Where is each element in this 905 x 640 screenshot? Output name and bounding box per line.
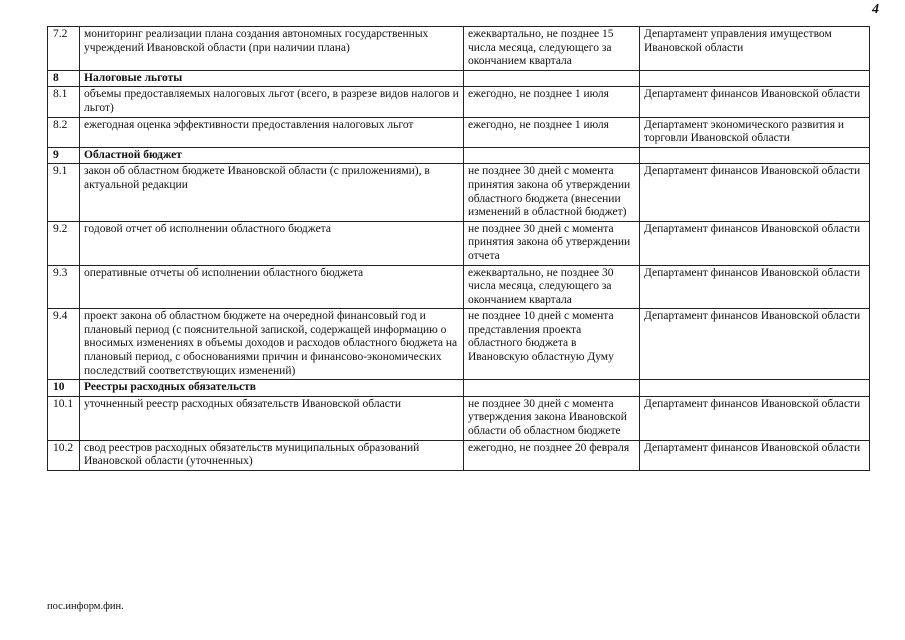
item-number: 9.1	[48, 164, 80, 221]
section-row	[48, 70, 870, 87]
table-row	[48, 87, 870, 117]
section-number: 9	[48, 147, 80, 164]
table-row	[48, 396, 870, 440]
item-responsible: Департамент финансов Ивановской области	[640, 221, 870, 265]
item-term: не позднее 30 дней с момента принятия закона об утверждении областного бюджета (внесении изменений в областной бюджет)	[464, 164, 640, 221]
item-term: не позднее 30 дней с момента утверждения закона Ивановской области об областном бюджете	[464, 396, 640, 440]
section-title: Областной бюджет	[80, 147, 464, 164]
empty-cell	[464, 147, 640, 164]
item-term: ежеквартально, не позднее 30 числа месяца, следующего за окончанием квартала	[464, 265, 640, 309]
item-responsible: Департамент финансов Ивановской области	[640, 440, 870, 470]
item-responsible: Департамент финансов Ивановской области	[640, 87, 870, 117]
empty-cell	[464, 380, 640, 397]
item-number: 8.2	[48, 117, 80, 147]
table-row	[48, 117, 870, 147]
section-title: Налоговые льготы	[80, 70, 464, 87]
item-responsible: Департамент финансов Ивановской области	[640, 164, 870, 221]
item-number: 10.1	[48, 396, 80, 440]
item-term: не позднее 30 дней с момента принятия закона об утверждении отчета	[464, 221, 640, 265]
table-row	[48, 309, 870, 380]
empty-cell	[640, 70, 870, 87]
item-term: ежеквартально, не позднее 15 числа месяца, следующего за окончанием квартала	[464, 27, 640, 71]
empty-cell	[640, 380, 870, 397]
empty-cell	[640, 147, 870, 164]
item-name: закон об областном бюджете Ивановской области (с приложениями), в актуальной редакции	[80, 164, 464, 221]
disclosure-table	[47, 26, 870, 471]
table-row	[48, 221, 870, 265]
footer-reference: пос.информ.фин.	[47, 601, 124, 612]
section-number: 10	[48, 380, 80, 397]
item-responsible: Департамент экономического развития и торговли Ивановской области	[640, 117, 870, 147]
item-number: 8.1	[48, 87, 80, 117]
item-name: годовой отчет об исполнении областного бюджета	[80, 221, 464, 265]
page-number-mark: 4	[872, 2, 879, 17]
item-name: свод реестров расходных обязательств муниципальных образований Ивановской области (уточненных)	[80, 440, 464, 470]
item-responsible: Департамент финансов Ивановской области	[640, 265, 870, 309]
table-row	[48, 265, 870, 309]
item-term: ежегодно, не позднее 1 июля	[464, 87, 640, 117]
item-number: 9.3	[48, 265, 80, 309]
item-term: не позднее 10 дней с момента представления проекта областного бюджета в Ивановскую областную Думу	[464, 309, 640, 380]
item-responsible: Департамент финансов Ивановской области	[640, 309, 870, 380]
item-responsible: Департамент управления имуществом Ивановской области	[640, 27, 870, 71]
empty-cell	[464, 70, 640, 87]
item-name: объемы предоставляемых налоговых льгот (всего, в разрезе видов налогов и льгот)	[80, 87, 464, 117]
table-body	[48, 27, 870, 471]
item-number: 9.4	[48, 309, 80, 380]
section-row	[48, 380, 870, 397]
item-term: ежегодно, не позднее 1 июля	[464, 117, 640, 147]
item-name: оперативные отчеты об исполнении областного бюджета	[80, 265, 464, 309]
section-number: 8	[48, 70, 80, 87]
section-title: Реестры расходных обязательств	[80, 380, 464, 397]
table-row	[48, 27, 870, 71]
item-number: 9.2	[48, 221, 80, 265]
item-number: 7.2	[48, 27, 80, 71]
table-row	[48, 164, 870, 221]
item-name: уточненный реестр расходных обязательств Ивановской области	[80, 396, 464, 440]
item-name: ежегодная оценка эффективности предоставления налоговых льгот	[80, 117, 464, 147]
item-name: проект закона об областном бюджете на очередной финансовый год и плановый период (с пояснительной запиской, содержащей информацию о вносимых изменениях в объемы доходов и расходов областного бюджета на плановый период, с обоснованиями причин и финансово-экономических последствий соответствующих изменений)	[80, 309, 464, 380]
item-term: ежегодно, не позднее 20 февраля	[464, 440, 640, 470]
item-responsible: Департамент финансов Ивановской области	[640, 396, 870, 440]
table-row	[48, 440, 870, 470]
item-number: 10.2	[48, 440, 80, 470]
section-row	[48, 147, 870, 164]
item-name: мониторинг реализации плана создания автономных государственных учреждений Ивановской области (при наличии плана)	[80, 27, 464, 71]
